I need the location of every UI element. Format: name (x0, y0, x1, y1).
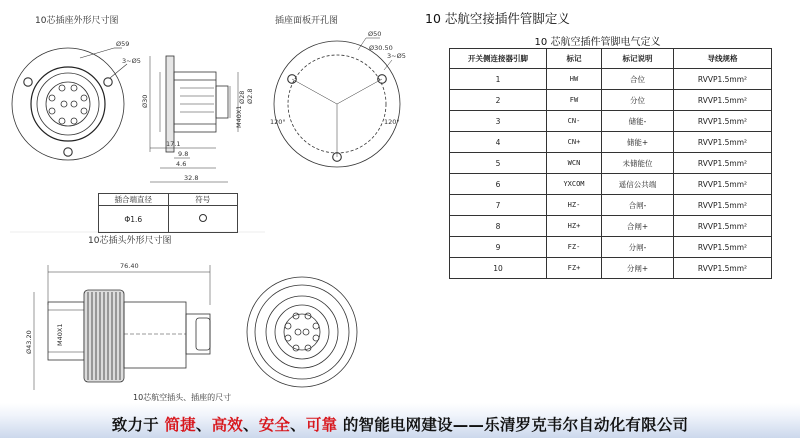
pin-table-header-row (450, 49, 772, 69)
footer-banner (0, 403, 800, 438)
symbol-table-symbol (168, 206, 238, 233)
symbol-table-diameter: Φ1.6 (99, 206, 169, 233)
pin-table-row (450, 216, 772, 237)
pin-description: 储能+ (602, 132, 674, 153)
caption-socket-outline: 10芯插座外形尺寸图 (35, 16, 119, 26)
pin-wire-spec: RVVP1.5mm² (674, 111, 772, 132)
pin-number: 4 (450, 132, 547, 153)
dim-angle-120-right: 120° (384, 118, 400, 126)
header-wire: 导线规格 (674, 49, 772, 69)
pin-mark: CN- (547, 111, 602, 132)
dim-angle-120-left: 120° (270, 118, 286, 126)
banner-sep-1: 、 (195, 416, 212, 434)
dim-d43-20: Ø43.20 (25, 330, 33, 354)
pin-mark: HW (547, 69, 602, 90)
header-pin: 开关侧连接器引脚 (450, 49, 547, 69)
pin-description: 分位 (602, 90, 674, 111)
banner-prefix: 致力于 (111, 416, 165, 434)
pin-mark: WCN (547, 153, 602, 174)
caption-plug-outline: 10芯插头外形尺寸图 (88, 236, 172, 246)
banner-word-2: 高效 (211, 416, 243, 434)
caption-plug-socket-size: 10芯航空插头、插座的尺寸 (133, 393, 232, 402)
dim-d50: Ø50 (368, 30, 382, 38)
socket-side-view (150, 56, 238, 182)
pin-table-row (450, 111, 772, 132)
dim-d30: Ø30 (141, 94, 149, 108)
dim-m40x1: M40X1 (235, 105, 243, 128)
pin-ring-icon (199, 214, 207, 222)
pin-number: 10 (450, 258, 547, 279)
pin-description: 分闸- (602, 237, 674, 258)
dim-l4-6: 4.6 (176, 160, 187, 168)
pin-mark: YXCOM (547, 174, 602, 195)
pin-wire-spec: RVVP1.5mm² (674, 258, 772, 279)
pin-wire-spec: RVVP1.5mm² (674, 69, 772, 90)
pin-description: 储能- (602, 111, 674, 132)
symbol-table-header-diameter: 插合端直径 (99, 194, 169, 206)
pin-wire-spec: RVVP1.5mm² (674, 195, 772, 216)
pin-table-row (450, 237, 772, 258)
dim-l32-8: 32.8 (184, 174, 199, 182)
pin-table-title: 10 芯航空接插件管脚定义 (425, 11, 570, 26)
pin-table-row (450, 90, 772, 111)
dim-holes-3x5b: 3~Ø5 (387, 52, 406, 60)
pin-description: 分闸+ (602, 258, 674, 279)
dim-d30-50: Ø30.50 (369, 44, 393, 52)
dim-l9-8: 9.8 (178, 150, 189, 158)
pin-mark: FZ- (547, 237, 602, 258)
banner-suffix: 的智能电网建设——乐清罗克韦尔自动化有限公司 (337, 416, 689, 434)
symbol-table (98, 193, 238, 233)
dim-holes-3x5: 3~Ø5 (122, 57, 141, 65)
pin-table-row (450, 69, 772, 90)
pin-table-row (450, 132, 772, 153)
banner-slogan (0, 413, 800, 435)
pin-table-row (450, 153, 772, 174)
dim-d59: Ø59 (116, 40, 130, 48)
pin-description: 合闸+ (602, 216, 674, 237)
pin-wire-spec: RVVP1.5mm² (674, 174, 772, 195)
socket-front-view (12, 48, 127, 160)
dim-m40x1-plug: M40X1 (56, 323, 64, 346)
pin-description: 未储能位 (602, 153, 674, 174)
pin-description: 合位 (602, 69, 674, 90)
pin-number: 3 (450, 111, 547, 132)
header-desc: 标记说明 (602, 49, 674, 69)
pin-number: 9 (450, 237, 547, 258)
pin-mark: FZ+ (547, 258, 602, 279)
pin-number: 6 (450, 174, 547, 195)
pin-description: 合闸- (602, 195, 674, 216)
pin-number: 2 (450, 90, 547, 111)
header-mark: 标记 (547, 49, 602, 69)
pin-mark: HZ- (547, 195, 602, 216)
pin-number: 7 (450, 195, 547, 216)
panel-cutout-view (274, 38, 400, 167)
banner-sep-3: 、 (290, 416, 306, 434)
pin-mark: CN+ (547, 132, 602, 153)
pin-mark: HZ+ (547, 216, 602, 237)
pin-number: 5 (450, 153, 547, 174)
pin-table-subtitle: 10 芯航空插件管脚电气定义 (534, 37, 661, 48)
pin-number: 1 (450, 69, 547, 90)
pin-wire-spec: RVVP1.5mm² (674, 237, 772, 258)
pin-table-row (450, 258, 772, 279)
pin-definition-table (449, 48, 772, 279)
dim-l76-40: 76.40 (120, 262, 139, 270)
pin-wire-spec: RVVP1.5mm² (674, 153, 772, 174)
pin-number: 8 (450, 216, 547, 237)
dim-d28: Ø28 (238, 90, 246, 104)
pin-wire-spec: RVVP1.5mm² (674, 216, 772, 237)
pin-table-row (450, 195, 772, 216)
pin-wire-spec: RVVP1.5mm² (674, 90, 772, 111)
plug-front-view (247, 277, 357, 387)
banner-word-1: 简捷 (164, 416, 196, 434)
banner-sep-2: 、 (243, 416, 259, 434)
pin-mark: FW (547, 90, 602, 111)
dim-l17-1: 17.1 (166, 140, 181, 148)
banner-word-4: 可靠 (305, 416, 338, 434)
pin-wire-spec: RVVP1.5mm² (674, 132, 772, 153)
symbol-table-header-symbol: 符号 (168, 194, 238, 206)
pin-description: 遥信公共端 (602, 174, 674, 195)
banner-word-3: 安全 (258, 416, 291, 434)
dim-d2-8: Ø2.8 (246, 88, 254, 104)
caption-panel-cutout: 插座面板开孔图 (275, 16, 339, 26)
pin-table-row (450, 174, 772, 195)
